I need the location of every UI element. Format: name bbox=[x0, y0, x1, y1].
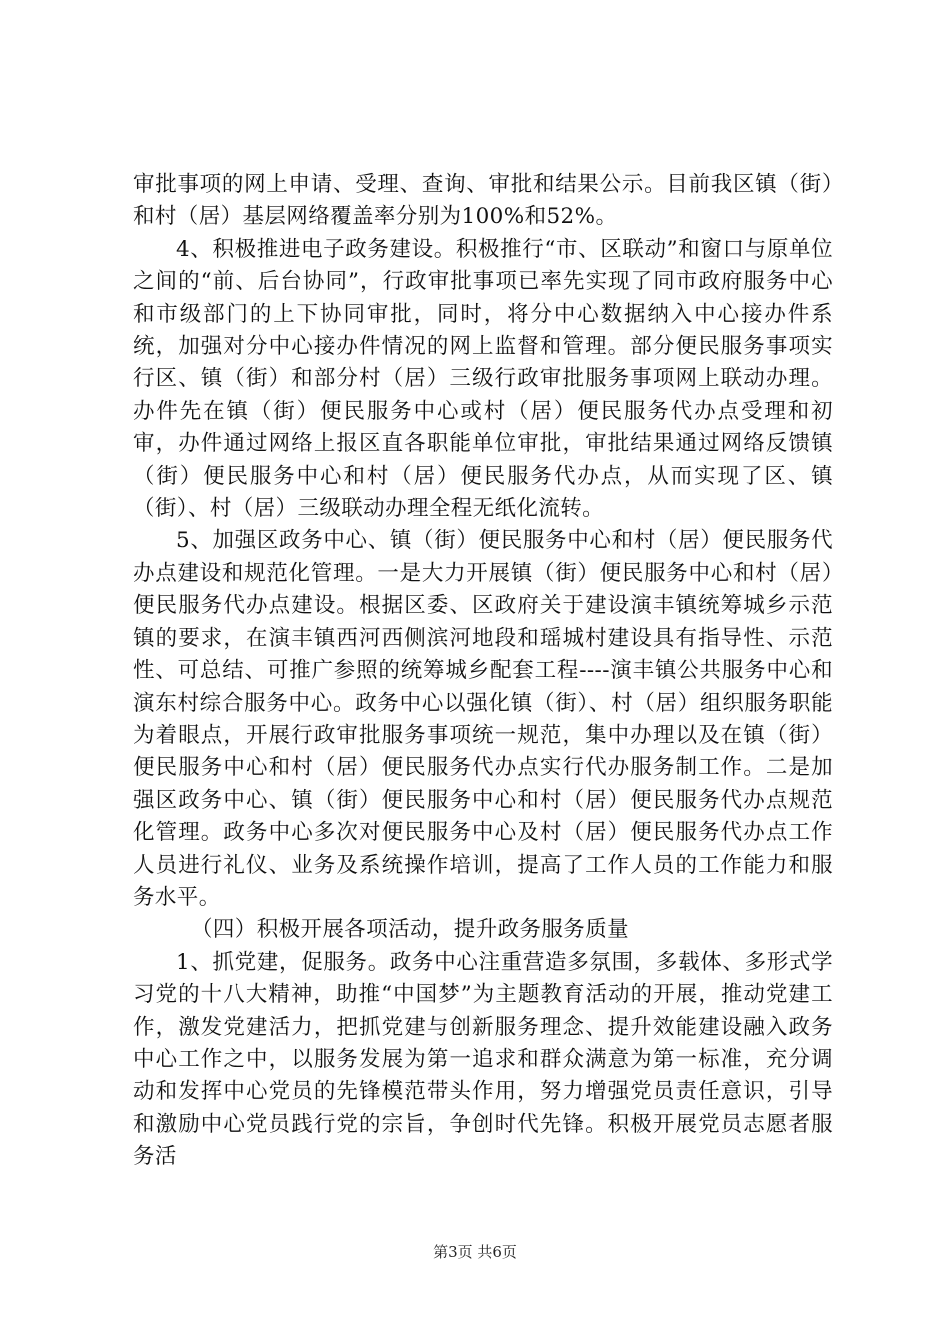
paragraph-party-building: 1、抓党建，促服务。政务中心注重营造多氛围，多载体、多形式学习党的十八大精神，助推“中国梦”为主题教育活动的开展，推动党建工作，激发党建活力，把抓党建与创新服务理念、提升效能建设融入政务中心工作之中，以服务发展为第一追求和群众满意为第一标准，充分调动和发挥中心党员的先锋模范带头作用，努力增强党员责任意识，引导和激励中心党员践行党的宗旨，争创时代先锋。积极开展党员志愿者服务活 bbox=[133, 949, 833, 1170]
section-heading: （四）积极开展各项活动，提升政务服务质量 bbox=[191, 917, 630, 943]
paragraph-continuation: 审批事项的网上申请、受理、查询、审批和结果公示。目前我区镇（街）和村（居）基层网络覆盖率分别为100%和52%。 bbox=[133, 172, 833, 230]
paragraph-service-center-construction: 5、加强区政务中心、镇（街）便民服务中心和村（居）便民服务代办点建设和规范化管理。一是大力开展镇（街）便民服务中心和村（居）便民服务代办点建设。根据区委、区政府关于建设演丰镇统筹城乡示范镇的要求，在演丰镇西河西侧滨河地段和瑶城村建设具有指导性、示范性、可总结、可推广参照的统筹城乡配套工程----演丰镇公共服务中心和演东村综合服务中心。政务中心以强化镇（街）、村（居）组织服务职能为着眼点，开展行政审批服务事项统一规范，集中办理以及在镇（街）便民服务中心和村（居）便民服务代办点实行代办服务制工作。二是加强区政务中心、镇（街）便民服务中心和村（居）便民服务代办点规范化管理。政务中心多次对便民服务中心及村（居）便民服务代办点工作人员进行礼仪、业务及系统操作培训，提高了工作人员的工作能力和服务水平。 bbox=[133, 528, 833, 910]
document-body bbox=[133, 169, 833, 1174]
page-number-footer: 第3页 共6页 bbox=[433, 1243, 517, 1261]
paragraph-e-government: 4、积极推进电子政务建设。积极推行“市、区联动”和窗口与原单位之间的“前、后台协同”，行政审批事项已率先实现了同市政府服务中心和市级部门的上下协同审批，同时，将分中心数据纳入中心接办件系统，加强对分中心接办件情况的网上监督和管理。部分便民服务事项实行区、镇（街）和部分村（居）三级行政审批服务事项网上联动办理。办件先在镇（街）便民服务中心或村（居）便民服务代办点受理和初审，办件通过网络上报区直各职能单位审批，审批结果通过网络反馈镇（街）便民服务中心和村（居）便民服务代办点，从而实现了区、镇（街）、村（居）三级联动办理全程无纸化流转。 bbox=[133, 236, 833, 522]
